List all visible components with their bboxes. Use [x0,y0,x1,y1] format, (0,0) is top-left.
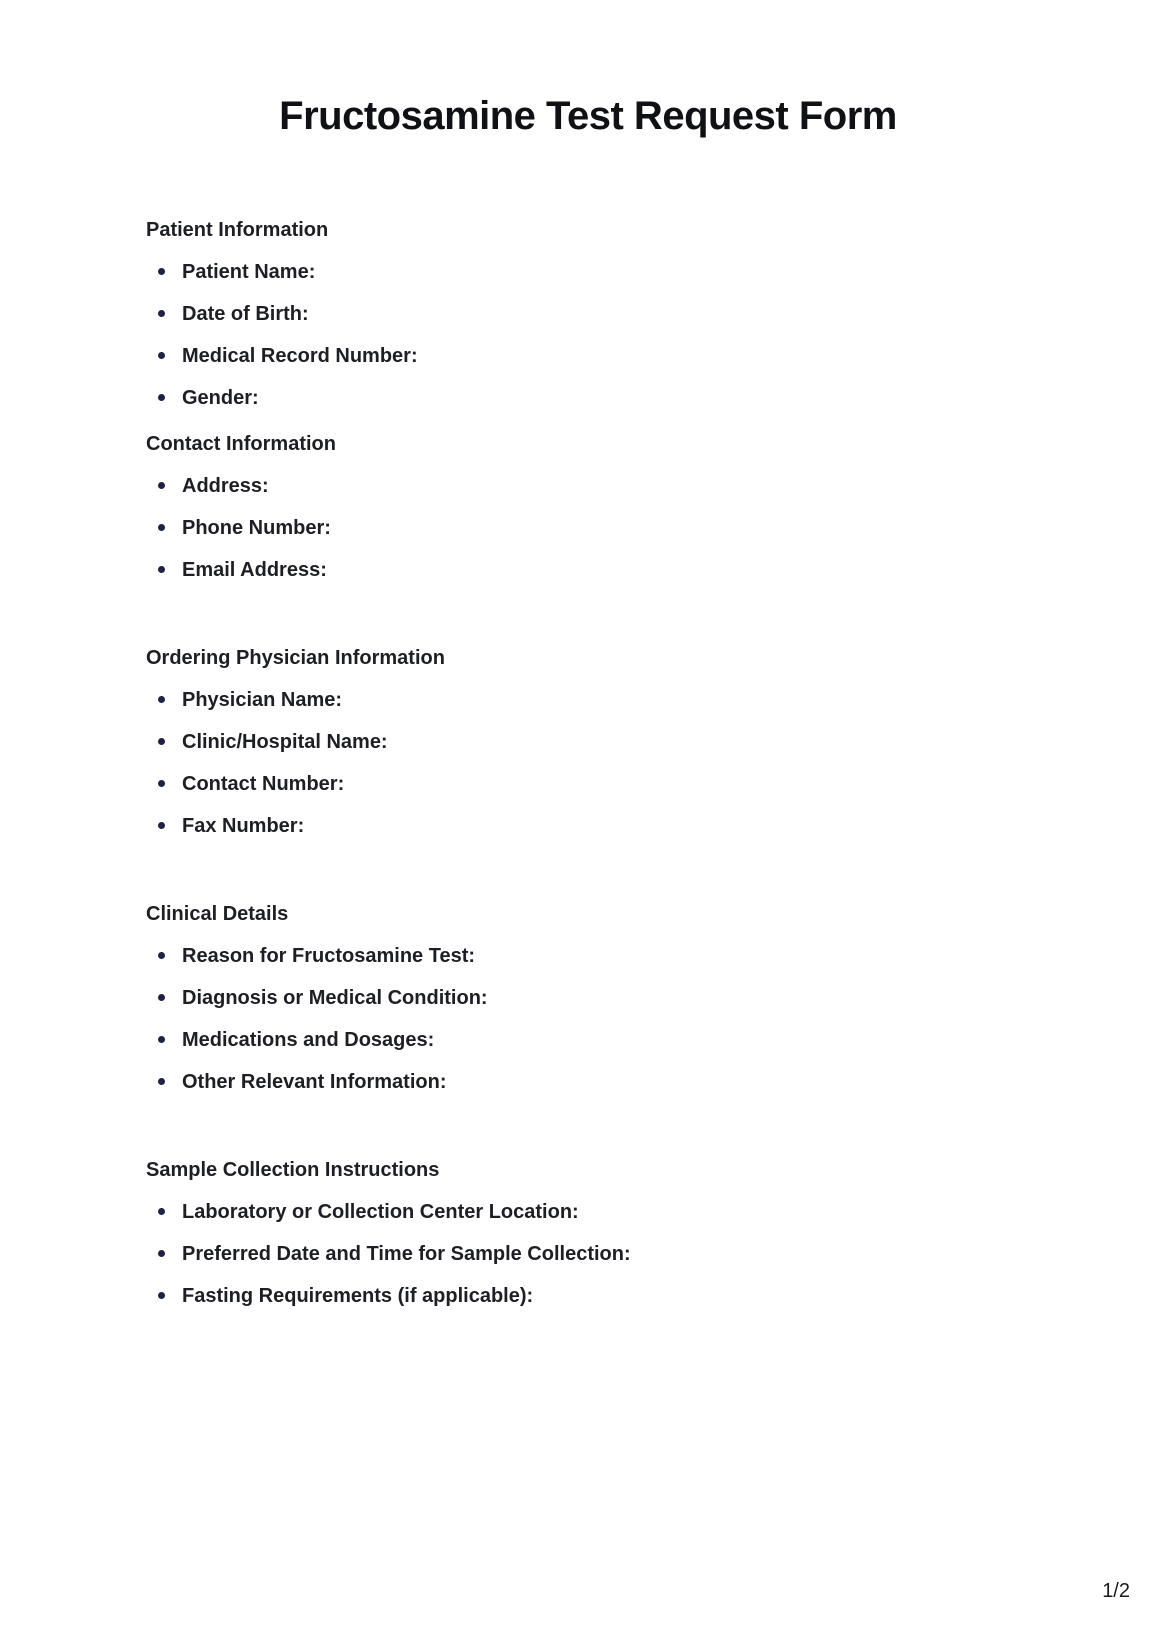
form-field [146,300,1076,328]
section-field-list [146,258,1076,412]
form-field-label: Contact Number: [182,773,345,795]
bullet-icon [158,994,165,1001]
form-field [146,384,1076,412]
form-field [146,342,1076,370]
bullet-icon [158,352,165,359]
form-field [146,1026,1076,1054]
form-field-label: Other Relevant Information: [182,1071,447,1093]
form-field [146,1198,1076,1226]
form-section [146,430,1076,584]
form-field [146,686,1076,714]
form-field [146,728,1076,756]
bullet-icon [158,696,165,703]
bullet-icon [158,822,165,829]
bullet-icon [158,1292,165,1299]
form-field-label: Phone Number: [182,517,331,539]
bullet-icon [158,524,165,531]
bullet-icon [158,268,165,275]
bullet-icon [158,394,165,401]
section-heading: Ordering Physician Information [146,647,445,669]
section-heading: Patient Information [146,219,329,241]
document-title: Fructosamine Test Request Form [279,94,897,138]
form-field [146,984,1076,1012]
form-field [146,1282,1076,1310]
form-field [146,556,1076,584]
form-field-label: Address: [182,475,269,497]
form-field [146,942,1076,970]
form-section [146,216,1076,412]
form-field-label: Patient Name: [182,261,316,283]
form-body [0,216,1176,1310]
page-number: 1/2 [1102,1580,1130,1602]
bullet-icon [158,1078,165,1085]
section-field-list [146,942,1076,1096]
form-section [146,1156,1076,1310]
section-heading: Clinical Details [146,903,289,925]
form-field-label: Physician Name: [182,689,343,711]
bullet-icon [158,1036,165,1043]
form-field [146,812,1076,840]
form-field-label: Diagnosis or Medical Condition: [182,987,488,1009]
section-field-list [146,686,1076,840]
form-field [146,472,1076,500]
bullet-icon [158,482,165,489]
section-heading: Contact Information [146,433,336,455]
form-section [146,644,1076,840]
form-field-label: Gender: [182,387,259,409]
form-field [146,1068,1076,1096]
section-field-list [146,472,1076,584]
form-field-label: Reason for Fructosamine Test: [182,945,476,967]
bullet-icon [158,738,165,745]
form-field [146,514,1076,542]
form-field-label: Medical Record Number: [182,345,418,367]
bullet-icon [158,780,165,787]
form-field [146,1240,1076,1268]
bullet-icon [158,1250,165,1257]
section-heading: Sample Collection Instructions [146,1159,440,1181]
form-field-label: Medications and Dosages: [182,1029,435,1051]
bullet-icon [158,566,165,573]
form-section [146,900,1076,1096]
bullet-icon [158,1208,165,1215]
form-field-label: Fasting Requirements (if applicable): [182,1285,534,1307]
section-field-list [146,1198,1076,1310]
bullet-icon [158,952,165,959]
bullet-icon [158,310,165,317]
form-field [146,258,1076,286]
form-field-label: Preferred Date and Time for Sample Collection: [182,1243,631,1265]
form-field-label: Fax Number: [182,815,305,837]
form-field-label: Date of Birth: [182,303,309,325]
form-field [146,770,1076,798]
form-field-label: Laboratory or Collection Center Location: [182,1201,579,1223]
form-field-label: Email Address: [182,559,327,581]
form-field-label: Clinic/Hospital Name: [182,731,388,753]
